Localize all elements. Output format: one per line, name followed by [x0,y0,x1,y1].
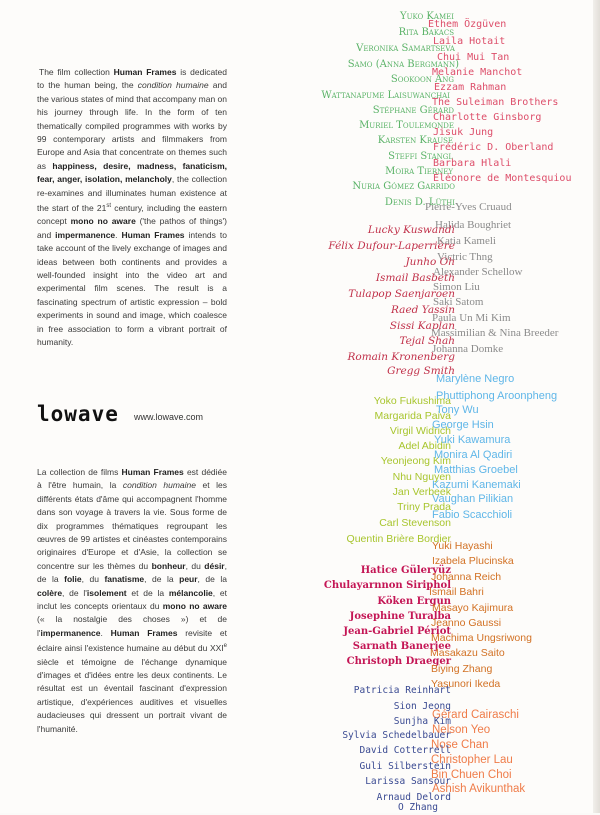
artist-name: Moira Tierney [385,166,453,177]
artist-name: Halida Boughriet [435,219,512,231]
artist-name: The Suleiman Brothers [432,97,559,108]
artist-name: Samo (Anna Bergmann) [347,59,459,70]
artist-name: Masayo Kajimura [432,602,514,614]
artist-name: Carl Stevenson [379,517,451,529]
artist-name: Christopher Lau [431,754,513,766]
artist-name: Jan Verbeek [392,486,451,498]
artist-name: Lucky Kuswandi [367,224,455,236]
lowave-logo: lowave [37,402,119,426]
artist-name: Fabio Scacchioli [432,509,513,521]
artist-name: Melanie Manchot [432,67,523,78]
artist-name: Yasunori Ikeda [431,678,501,690]
artist-name: Yuko Kamei [399,11,454,22]
artist-name: Yuki Kawamura [434,434,511,446]
artist-name: Nelson Yeo [432,724,491,736]
artist-name: Yeonjeong Kim [380,455,451,467]
artist-name: Tejal Shah [399,335,455,347]
artist-name: Arnaud Delord [376,792,451,803]
artist-name: Alexander Schellow [433,266,523,278]
artist-name: Saki Satom [433,296,484,308]
artist-name: Barbara Hlali [433,158,512,169]
artist-name: Sylvia Schedelbauer [342,730,451,741]
artist-name: Quentin Brière Bordier [346,533,451,545]
artist-name: Chui Mui Tan [437,52,510,63]
artist-name: Kazumi Kanemaki [432,479,521,491]
artist-name: Yuki Hayashi [432,540,493,552]
artist-name: Jisuk Jung [433,127,494,138]
artist-name: Muriel Toulemonde [359,120,454,131]
artist-name: Pierre-Yves Cruaud [425,201,512,213]
artist-name: Simon Liu [433,281,480,293]
artist-name: Johanna Domke [432,343,504,355]
artist-name: Vaughan Pilikian [432,493,514,505]
artist-name: Victric Thng [437,251,493,263]
artist-name: Sion Jeong [393,701,451,712]
artist-name: Wattanapume Laisuwanchai [321,90,450,101]
artist-name: Patricia Reinhart [353,685,451,696]
artist-name: Gérard Cairaschi [432,709,519,721]
artist-name: O Zhang [397,802,438,813]
artist-name: Triny Prada [397,501,451,513]
artist-name: David Cotterrell [359,745,451,756]
artist-name: Virgil Widrich [389,425,451,437]
artist-name: Izabela Plucinska [432,555,514,567]
artist-name: Sookoon Ang [390,74,454,85]
website-link[interactable]: www.lowave.com [134,412,204,422]
artist-name: Félix Dufour-Laperrière [328,240,455,252]
artist-name: Josephine Turalba [349,611,451,622]
artist-name: Guli Silberstein [359,761,451,772]
artist-name: Matthias Groebel [434,464,518,476]
artist-name: Sunjha Kim [393,716,451,727]
artist-name: Phuttiphong Aroonpheng [436,390,558,402]
artist-name: Margarida Paiva [374,410,451,422]
artist-name: Yoko Fukushima [373,395,451,407]
artist-name: Katia Kameli [437,235,496,247]
artist-name: Marylène Negro [436,373,515,385]
artist-name: Denis D. Lüthi [384,197,455,208]
artist-name: Tony Wu [436,404,479,416]
page-edge [593,0,600,813]
artist-name: Ismail Basbeth [375,272,455,284]
artist-name: Junho Oh [405,256,455,268]
artist-name: Bin Chuen Choi [431,769,512,781]
artist-name: Sarnath Banerjee [352,641,451,652]
artist-name: Steffi Stangl [388,151,453,162]
artist-name: Tulapop Saenjaroen [348,288,455,300]
artist-name: Jeanno Gaussi [431,617,502,629]
artist-name: Ezzam Rahman [434,82,507,93]
artist-name: Stéphane Gérard [372,105,454,116]
intro-english: The film collection Human Frames is dedicated to the human being, the condition humaine and the various states of mind that accompany man on his journey through life. In the form of ten thematically compiled programmes with works by 99 contemporary artists and filmmakers from Europe and Asia that concentrate on themes such as happiness, desire, madness, fanaticism, fear, anger, isolation, melancholy, the collection re-examines and illuminates human existence at the start of the 21st century, including the eastern concept mono no aware ('the pathos of things') and impermanence. Human Frames intends to take account of the lively exchange of images and ideas between both continents and provides a well-founded insight into the video art and experimental film scenes. The result is a fascinating spectrum of artistic expression – bold experiments in sound and image, which coalesce in free association to form a vibrant portrait of humanity. [37,67,227,347]
intro-french: La collection de films Human Frames est dédiée à l'être humain, la condition humaine et les différents états d'âme qui accompagnent l'homme dans son voyage à travers la vie. Sous forme de dix programmes thématiques regroupant les œuvres de 99 artistes et cinéastes contemporains originaires d'Europe et d'Asie, la collection se concentre sur les thèmes du bonheur, du désir, de la folie, du fanatisme, de la peur, de la colère, de l'isolement et de la mélancolie, et inclut les concepts orientaux du mono no aware (« la nostalgie des choses ») et de l'impermanence. Human Frames revisite et éclaire ainsi l'existence humaine au début du XXIe siècle et témoigne de l'échange dynamique d'images et d'idées entre les deux continents. Le résultat est un éventail fascinant d'expression artistique, d'expériences auditives et visuelles audacieuses qui dressent un portrait vivant de l'humanité. [37,467,228,734]
artist-name: Adel Abidin [398,440,451,452]
artist-name: Veronika Samartseva [356,43,455,54]
artist-name: Karsten Krause [377,135,453,146]
artist-name: Monira Al Qadiri [434,449,513,461]
artist-name: Sissi Kaplan [389,320,455,332]
artist-name: Frédéric D. Oberland [433,142,554,153]
artist-name: Jean-Gabriel Périot [343,626,451,637]
artist-name: Éléonore de Montesquiou [433,173,572,184]
artist-name: Rita Bakacs [398,27,454,38]
artist-name: Machima Ungsriwong [431,632,532,644]
artist-name: Masakazu Saito [430,647,505,659]
artist-name: Johanna Reich [431,571,502,583]
artist-name: Christoph Draeger [346,656,451,667]
artist-name: Köken Ergun [377,596,451,607]
artist-name: Charlotte Ginsborg [433,112,542,123]
artist-name: Larissa Sansour [365,776,451,787]
artist-name: Ashish Avikunthak [432,783,526,795]
artist-name: Ismail Bahri [429,586,484,598]
artist-name: George Hsin [432,419,494,431]
artist-name: Biying Zhang [431,663,493,675]
artist-name: Hatice Güleryüz [360,565,451,576]
artist-name: Massimilian & Nina Breeder [431,327,559,339]
artist-name: Romain Kronenberg [347,351,455,363]
artist-name: Nose Chan [431,739,489,751]
artist-name: Chulayarnnon Siriphol [323,580,451,591]
artist-name: Ethem Özgüven [428,19,507,30]
artist-name: Paula Un Mi Kim [432,312,511,324]
artist-name: Gregg Smith [387,365,455,377]
artist-name: Laila Hotait [433,36,506,47]
artist-name: Raed Yassin [391,304,455,316]
artist-name: Nhu Nguyen [392,471,451,483]
artist-name: Nuria Gómez Garrido [352,181,455,192]
